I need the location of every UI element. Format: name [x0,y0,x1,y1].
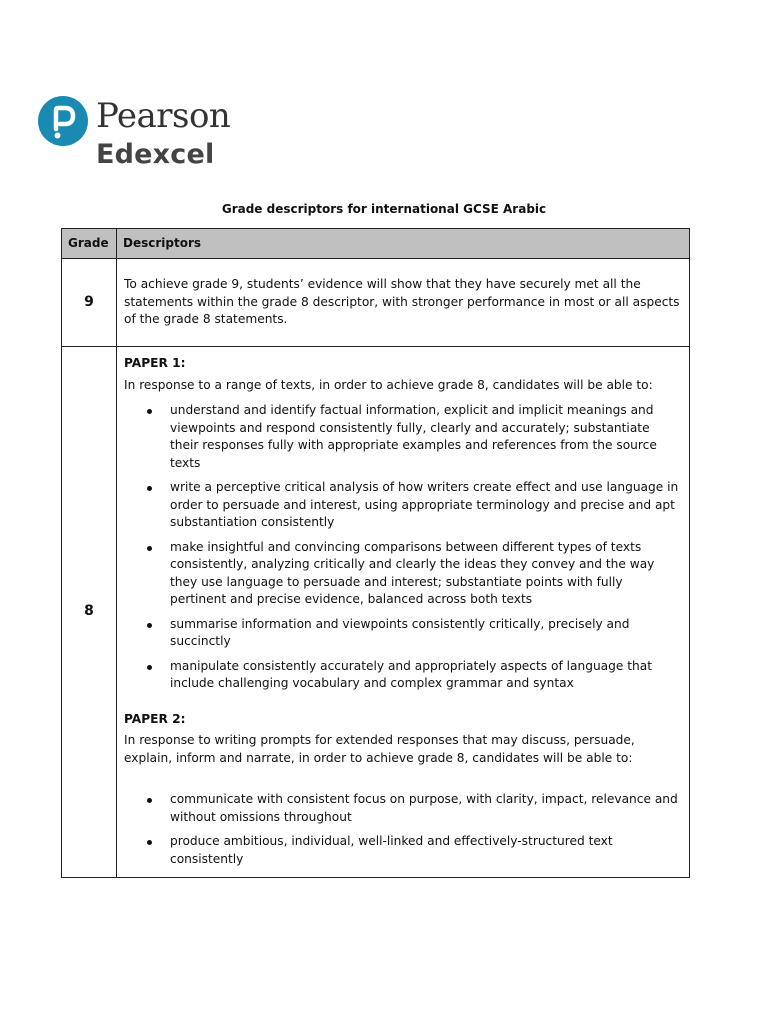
document-title: Grade descriptors for international GCSE Arabic [221,202,547,216]
paper-2-label: PAPER 2: [124,711,186,726]
grade-cell: 8 [62,347,117,878]
list-item: communicate with consistent focus on purpose, with clarity, impact, relevance and without omissions throughout [124,791,681,826]
table-header-row [62,229,690,259]
paper-1-label: PAPER 1: [124,356,186,370]
grade-descriptors-table [61,228,690,878]
table-row-grade-9 [62,259,690,347]
list-item: write a perceptive critical analysis of how writers create effect and use language in order to persuade and interest, using appropriate terminology and precise and apt substantiation consistently [124,479,681,532]
list-item: summarise information and viewpoints consistently critically, precisely and succinctly [124,616,681,651]
list-item: manipulate consistently accurately and appropriately aspects of language that include challenging vocabulary and complex grammar and syntax [124,658,681,693]
list-item: make insightful and convincing comparisons between different types of texts consistently, analyzing critically and clearly the ideas they convey and the way they use language to persuade and interest; substantiate points with fully pertinent and precise evidence, balanced across both texts [124,539,681,609]
descriptors-column-header: Descriptors [117,229,690,259]
logo-wordmark-pearson: Pearson [96,96,231,136]
table-row-grade-8 [62,347,690,878]
pearson-logo-icon [37,95,89,147]
logo-wordmark-edexcel: Edexcel [96,139,215,170]
descriptor-cell [117,347,690,878]
paper-2-intro: In response to writing prompts for extended responses that may discuss, persuade, explain, inform and narrate, in order to achieve grade 8, candidates will be able to: [124,733,635,765]
list-item: produce ambitious, individual, well-linked and effectively-structured text consistently [124,833,681,868]
grade-column-header: Grade [62,229,117,259]
paper-2-bullet-list [124,791,681,868]
grade-cell: 9 [62,259,117,347]
list-item: understand and identify factual information, explicit and implicit meanings and viewpoints and respond consistently fully, clearly and accurately; substantiate their responses fully with appropriate examples and references from the source texts [124,402,681,472]
paper-1-bullet-list [124,402,681,693]
paper-1-intro: In response to a range of texts, in order to achieve grade 8, candidates will be able to: [124,377,653,392]
grade-9-descriptor: To achieve grade 9, students’ evidence will show that they have securely met all the statements within the grade 8 descriptor, with stronger performance in most or all aspects of the grade 8 statements. [124,277,680,327]
descriptor-cell [117,259,690,347]
